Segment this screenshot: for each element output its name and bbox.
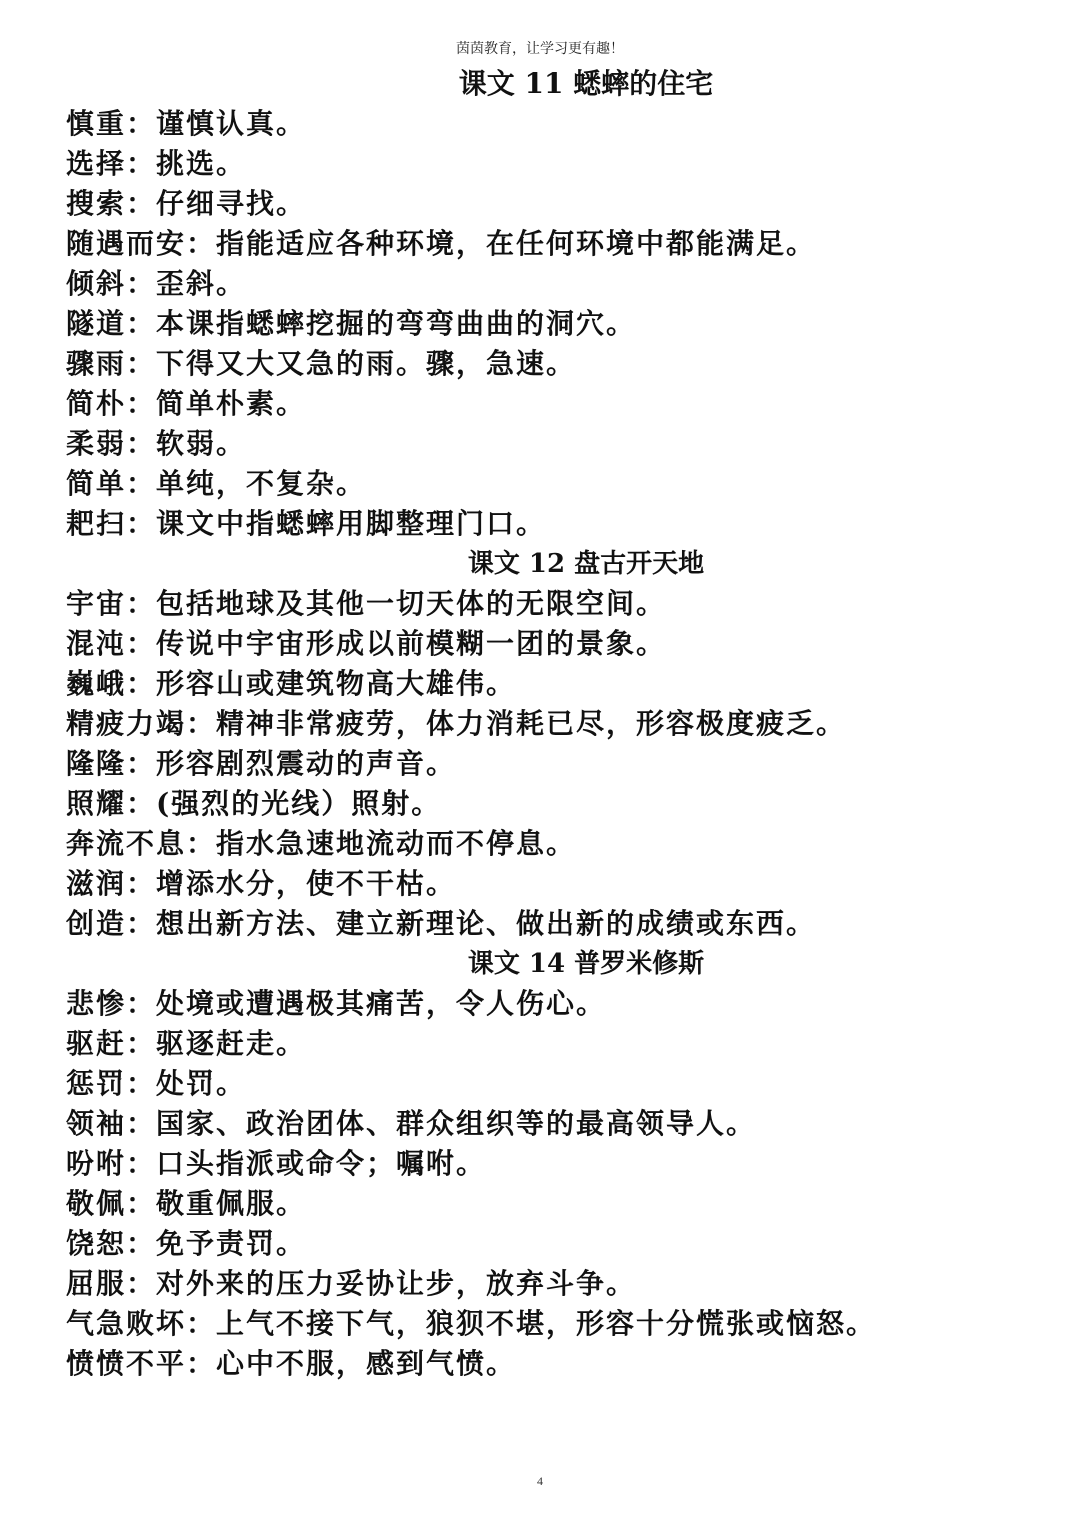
lesson-title: 课文 12 盘古开天地 bbox=[467, 549, 705, 579]
vocab-entry: 倾斜：歪斜。 bbox=[66, 267, 247, 300]
vocab-entry: 隧道：本课指蟋蟀挖掘的弯弯曲曲的洞穴。 bbox=[66, 307, 637, 340]
vocab-entry: 惩罚：处罚。 bbox=[66, 1067, 247, 1100]
vocab-entry: 慎重：谨慎认真。 bbox=[66, 107, 307, 140]
vocab-entry: 照耀：(强烈的光线）照射。 bbox=[66, 787, 442, 820]
vocabulary-content bbox=[66, 64, 1026, 1384]
lesson-title: 课文 14 普罗米修斯 bbox=[467, 949, 705, 979]
vocab-entry: 悲惨：处境或遭遇极其痛苦，令人伤心。 bbox=[66, 987, 607, 1020]
vocab-entry: 精疲力竭：精神非常疲劳，体力消耗已尽，形容极度疲乏。 bbox=[66, 707, 847, 740]
vocab-entry: 随遇而安：指能适应各种环境，在任何环境中都能满足。 bbox=[66, 227, 817, 260]
lesson-title: 课文 11 蟋蟀的住宅 bbox=[458, 67, 714, 100]
vocab-entry: 愤愤不平：心中不服，感到气愤。 bbox=[66, 1347, 517, 1380]
vocab-entry: 气急败坏：上气不接下气，狼狈不堪，形容十分慌张或恼怒。 bbox=[66, 1307, 877, 1340]
vocab-entry: 简朴：简单朴素。 bbox=[66, 387, 307, 420]
vocab-entry: 创造：想出新方法、建立新理论、做出新的成绩或东西。 bbox=[66, 907, 817, 940]
vocab-entry: 隆隆：形容剧烈震动的声音。 bbox=[66, 747, 457, 780]
vocab-entry: 宇宙：包括地球及其他一切天体的无限空间。 bbox=[66, 587, 667, 620]
vocab-entry: 混沌：传说中宇宙形成以前模糊一团的景象。 bbox=[66, 627, 667, 660]
vocab-entry: 吩咐：口头指派或命令；嘱咐。 bbox=[66, 1147, 487, 1180]
vocab-entry: 滋润：增添水分，使不干枯。 bbox=[66, 867, 457, 900]
page-number: 4 bbox=[537, 1474, 543, 1488]
vocab-entry: 巍峨：形容山或建筑物高大雄伟。 bbox=[66, 667, 517, 700]
vocab-entry: 驱赶：驱逐赶走。 bbox=[66, 1027, 307, 1060]
page-header: 茵茵教育，让学习更有趣！ bbox=[456, 41, 624, 57]
vocab-entry: 骤雨：下得又大又急的雨。骤，急速。 bbox=[66, 347, 577, 380]
vocab-entry: 屈服：对外来的压力妥协让步，放弃斗争。 bbox=[66, 1267, 637, 1300]
vocab-entry: 敬佩：敬重佩服。 bbox=[66, 1187, 307, 1220]
vocab-entry: 耙扫：课文中指蟋蟀用脚整理门口。 bbox=[66, 507, 547, 540]
vocab-entry: 选择：挑选。 bbox=[66, 147, 247, 180]
vocab-entry: 简单：单纯，不复杂。 bbox=[66, 467, 367, 500]
vocab-entry: 搜索：仔细寻找。 bbox=[66, 187, 307, 220]
vocab-entry: 领袖：国家、政治团体、群众组织等的最高领导人。 bbox=[66, 1107, 757, 1140]
vocab-entry: 柔弱：软弱。 bbox=[66, 427, 247, 460]
vocab-entry: 饶恕：免予责罚。 bbox=[66, 1227, 307, 1260]
vocab-entry: 奔流不息：指水急速地流动而不停息。 bbox=[66, 827, 577, 860]
